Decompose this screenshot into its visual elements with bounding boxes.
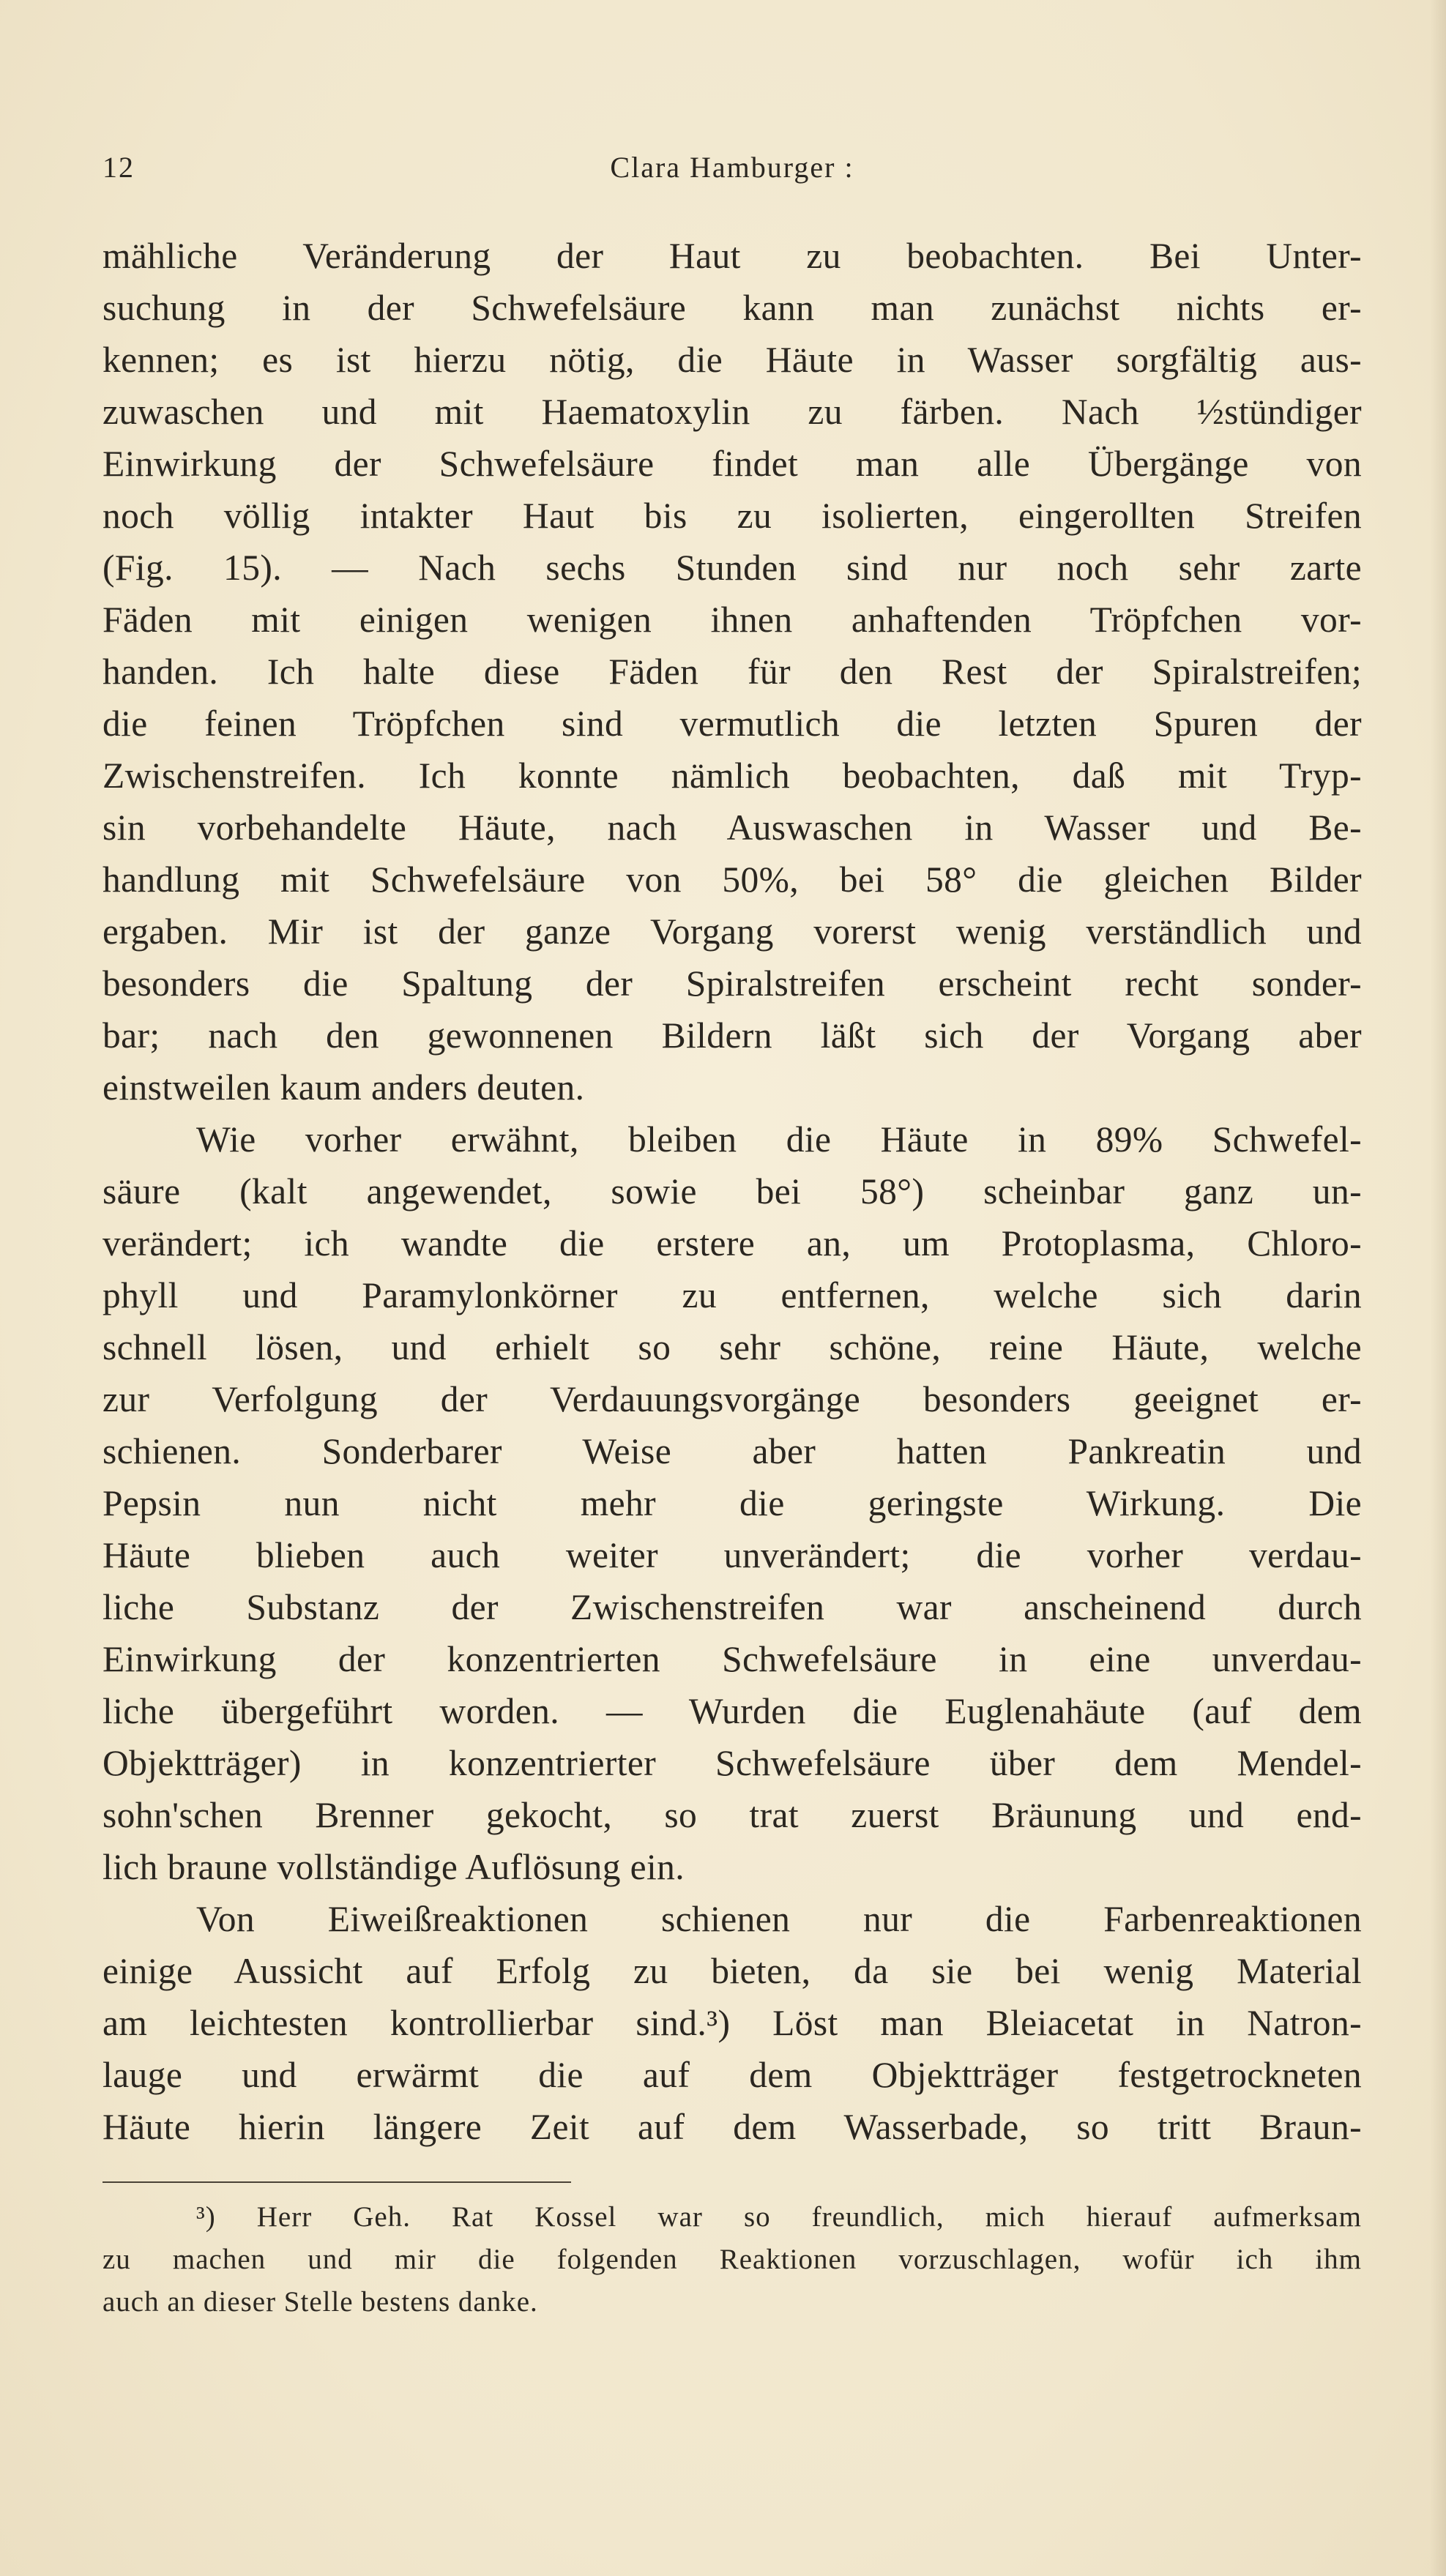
text-line: zuwaschen und mit Haematoxylin zu färben. Nach ½stündiger xyxy=(103,392,1362,432)
body-text xyxy=(103,230,1362,2153)
text-line: sohn'schen Brenner gekocht, so trat zuerst Bräunung und end- xyxy=(103,1795,1362,1835)
footnote-line: auch an dieser Stelle bestens danke. xyxy=(103,2286,538,2318)
text-line: lich braune vollständige Auflösung ein. xyxy=(103,1847,685,1887)
text-line: Wie vorher erwähnt, bleiben die Häute in 89% Schwefel- xyxy=(196,1119,1362,1160)
footnote-rule xyxy=(103,2181,571,2183)
page-edge-shadow xyxy=(1430,0,1446,2576)
text-line: lauge und erwärmt die auf dem Objektträger festgetrockneten xyxy=(103,2055,1362,2095)
text-line: liche Substanz der Zwischenstreifen war anscheinend durch xyxy=(103,1587,1362,1627)
text-line: mähliche Veränderung der Haut zu beobachten. Bei Unter- xyxy=(103,236,1362,276)
text-line: besonders die Spaltung der Spiralstreifen erscheint recht sonder- xyxy=(103,963,1362,1004)
text-line: säure (kalt angewendet, sowie bei 58°) scheinbar ganz un- xyxy=(103,1171,1362,1212)
text-line: noch völlig intakter Haut bis zu isolierten, eingerollten Streifen xyxy=(103,496,1362,536)
text-line: ergaben. Mir ist der ganze Vorgang vorerst wenig verständlich und xyxy=(103,911,1362,952)
text-line: die feinen Tröpfchen sind vermutlich die letzten Spuren der xyxy=(103,703,1362,744)
text-line: Einwirkung der Schwefelsäure findet man alle Übergänge von xyxy=(103,444,1362,484)
text-line: sin vorbehandelte Häute, nach Auswaschen in Wasser und Be- xyxy=(103,807,1362,848)
text-line: kennen; es ist hierzu nötig, die Häute in Wasser sorgfältig aus- xyxy=(103,340,1362,380)
text-line: verändert; ich wandte die erstere an, um Protoplasma, Chloro- xyxy=(103,1223,1362,1263)
text-line: handen. Ich halte diese Fäden für den Rest der Spiralstreifen; xyxy=(103,652,1362,692)
text-line: handlung mit Schwefelsäure von 50%, bei 58° die gleichen Bilder xyxy=(103,859,1362,900)
text-line: schnell lösen, und erhielt so sehr schöne, reine Häute, welche xyxy=(103,1327,1362,1367)
footnote-line: ³) Herr Geh. Rat Kossel war so freundlich, mich hierauf aufmerksam xyxy=(196,2201,1362,2233)
text-line: liche übergeführt worden. — Wurden die Euglenahäute (auf dem xyxy=(103,1691,1362,1731)
page-header xyxy=(103,150,1362,194)
text-line: Häute blieben auch weiter unverändert; die vorher verdau- xyxy=(103,1535,1362,1575)
running-head: Clara Hamburger : xyxy=(610,151,854,184)
text-line: Objektträger) in konzentrierter Schwefelsäure über dem Mendel- xyxy=(103,1743,1362,1783)
text-line: bar; nach den gewonnenen Bildern läßt sich der Vorgang aber xyxy=(103,1015,1362,1056)
text-line: einstweilen kaum anders deuten. xyxy=(103,1067,585,1108)
text-line: zur Verfolgung der Verdauungsvorgänge besonders geeignet er- xyxy=(103,1379,1362,1419)
text-line: Häute hierin längere Zeit auf dem Wasserbade, so tritt Braun- xyxy=(103,2107,1362,2147)
text-line: Pepsin nun nicht mehr die geringste Wirkung. Die xyxy=(103,1483,1362,1523)
text-line: (Fig. 15). — Nach sechs Stunden sind nur noch sehr zarte xyxy=(103,548,1362,588)
page-number: 12 xyxy=(103,151,135,184)
footnote-line: zu machen und mir die folgenden Reaktionen vorzuschlagen, wofür ich ihm xyxy=(103,2244,1362,2275)
text-line: schienen. Sonderbarer Weise aber hatten Pankreatin und xyxy=(103,1431,1362,1471)
text-line: Zwischenstreifen. Ich konnte nämlich beobachten, daß mit Tryp- xyxy=(103,755,1362,796)
text-line: Einwirkung der konzentrierten Schwefelsäure in eine unverdau- xyxy=(103,1639,1362,1679)
text-line: einige Aussicht auf Erfolg zu bieten, da sie bei wenig Material xyxy=(103,1951,1362,1991)
text-line: Von Eiweißreaktionen schienen nur die Farbenreaktionen xyxy=(196,1899,1362,1939)
text-line: am leichtesten kontrollierbar sind.³) Löst man Bleiacetat in Natron- xyxy=(103,2003,1362,2043)
text-line: Fäden mit einigen wenigen ihnen anhaftenden Tröpfchen vor- xyxy=(103,600,1362,640)
footnote xyxy=(103,2196,1362,2323)
text-line: phyll und Paramylonkörner zu entfernen, welche sich darin xyxy=(103,1275,1362,1315)
text-line: suchung in der Schwefelsäure kann man zunächst nichts er- xyxy=(103,288,1362,328)
